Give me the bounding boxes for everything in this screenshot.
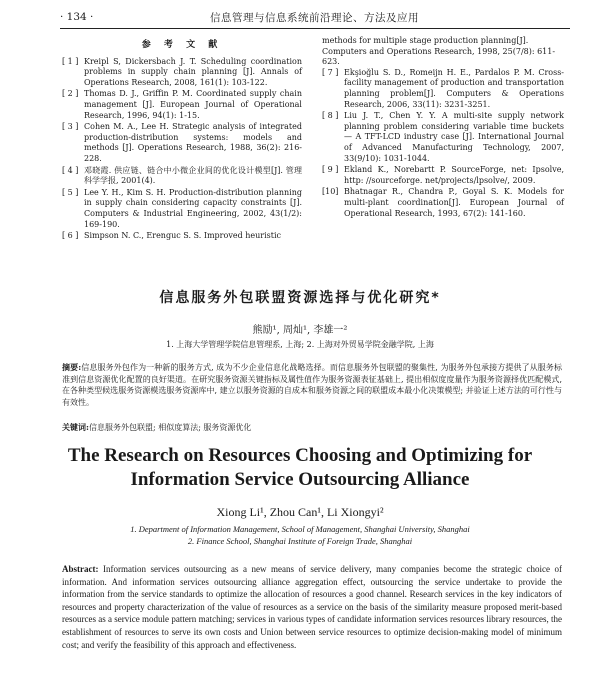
reference-text: Bhatnagar R., Chandra P., Goyal S. K. Models for multi-plant coordination[J]. European Journal of Operational Research, 1993, 67(2): 141-160. — [344, 187, 564, 218]
reference-item — [62, 89, 302, 121]
reference-text: Ekland K., Norebartt P. SourceForge, net: Ipsolve, http: //sourceforge. net/projects/lpsolve/, 2009. — [344, 165, 564, 185]
english-title: The Research on Resources Choosing and Optimizing for Information Service Outsourcing Alliance — [67, 445, 533, 490]
references-left-column — [62, 40, 302, 243]
reference-text: 邓晓霞. 供应链、链合中小微企业间的优化设计模型[J]. 管理科学学报, 2001(4). — [84, 165, 302, 186]
english-affiliation-1: 1. Department of Information Management, School of Management, Shanghai University, Shanghai — [130, 524, 470, 534]
chinese-authors: 熊励¹, 周灿¹, 李雄一² — [252, 325, 348, 336]
reference-text: Liu J. T., Chen Y. Y. A multi-site supply network planning problem considering variable time buckets — A TFT-LCD industry case [J]. International Journal of Advanced Manufacturing Technology, 2007, 33(9/10): 1031-1044. — [344, 111, 564, 163]
reference-item — [322, 187, 564, 219]
reference-item — [322, 165, 564, 186]
reference-item — [62, 231, 302, 242]
reference-item — [62, 166, 302, 187]
reference-item — [322, 111, 564, 164]
chinese-abstract-text: 信息服务外包作为一种新的服务方式, 成为不少企业信息化战略选择。而信息服务外包联盟的聚集性, 为服务外包承接方提供了从服务标准到信息资源优化配置的良好渠道。在研究服务资源关键指标及属性值作为服务资源表征基础上, 提出相似度度量作为服务资源择优匹配模式, 在各种类型候选服务资源模选服务资源库中, 建立以服务资源的自成本和服务资源之间的联盟成本最小化决策模型; 并验证上述方法的可行性与有效性。 — [62, 363, 563, 407]
reference-number: [ 5 ] — [62, 187, 79, 197]
reference-text: Kreipl S, Dickersbach J. T. Scheduling coordination problems in supply chain planning [J]. Annals of Operations Research, 2008, 161(1): 103-122. — [84, 56, 302, 87]
english-abstract — [62, 563, 562, 651]
reference-number: [ 2 ] — [62, 89, 79, 99]
reference-continuation: methods for multiple stage production planning[J]. Computers and Operations Research, 1998, 25(7/8): 611-623. — [322, 36, 556, 67]
reference-number: [ 7 ] — [322, 67, 339, 77]
running-header — [60, 8, 570, 26]
reference-number: [10] — [322, 187, 339, 197]
header-rule — [60, 28, 570, 29]
reference-item — [62, 188, 302, 230]
reference-number: [ 6 ] — [62, 231, 79, 241]
english-affiliation-2: 2. Finance School, Shanghai Institute of Foreign Trade, Shanghai — [187, 536, 413, 546]
reference-number: [ 1 ] — [62, 56, 79, 66]
chinese-affiliations: 1. 上海大学管理学院信息管理系, 上海; 2. 上海对外贸易学院金融学院, 上海 — [166, 340, 434, 349]
chinese-keywords — [62, 422, 562, 433]
running-title: 信息管理与信息系统前沿理论、方法及应用 — [210, 11, 419, 24]
references-title: 参 考 文 献 — [141, 40, 223, 50]
reference-text: Cohen M. A., Lee H. Strategic analysis of integrated production-distribution systems: models and methods [J]. Operations Research, 1988, 36(2): 216-228. — [84, 122, 302, 163]
reference-number: [ 9 ] — [322, 165, 339, 175]
reference-item — [322, 68, 564, 110]
chinese-keywords-text: 信息服务外包联盟; 相似度算法; 服务资源优化 — [88, 423, 252, 432]
chinese-title: 信息服务外包联盟资源选择与优化研究* — [159, 290, 441, 306]
reference-text: Simpson N. C., Erenguc S. S. Improved heuristic — [84, 231, 282, 241]
references-right-column — [322, 36, 564, 220]
reference-item — [62, 122, 302, 164]
english-affiliations — [40, 523, 560, 547]
english-abstract-label: Abstract: — [62, 564, 99, 574]
reference-number: [ 4 ] — [62, 165, 79, 175]
reference-text: Ekşioğlu S. D., Romeijn H. E., Pardalos P. M. Cross-facility management of production and transportation planning problem[J]. Computers & Operations Research, 2006, 33(11): 3231-3251. — [344, 67, 564, 109]
page-number: · 134 · — [60, 11, 94, 23]
reference-text: Lee Y. H., Kim S. H. Production-distribution planning in supply chain considering capacity constraints [J]. Computers & Industrial Engineering, 2002, 43(1/2): 169-190. — [84, 187, 302, 229]
english-authors: Xiong Li¹, Zhou Can¹, Li Xiongyi² — [216, 505, 384, 519]
reference-number: [ 3 ] — [62, 122, 79, 132]
chinese-abstract — [62, 362, 562, 408]
chinese-abstract-label: 摘要: — [62, 362, 82, 372]
reference-item — [62, 57, 302, 89]
reference-number: [ 8 ] — [322, 111, 339, 121]
chinese-keywords-label: 关键词: — [62, 422, 89, 432]
reference-text: Thomas D. J., Griffin P. M. Coordinated supply chain management [J]. European Journal of Operational Research, 1996, 94(1): 1-15. — [84, 89, 302, 120]
english-abstract-text: Information services outsourcing as a new means of service delivery, many companies become the strategic choice of information. And information services outsourcing alliance aggregation effect, outsourcing the service undertake to provide the information from the service standards to optimize the allocation of resources a good channel. Research services in the key indicators of resources and property characterization of the value of resources as a service on the basis of the similarity measure proposed merit-based resources as a service module pattern matching; services in various types of candidate information services resources library resources, the establishment of resources to serve its own costs and Union between service resources to optimize decision-making model of minimum cost; and verify the feasibility of this approach and effectiveness. — [62, 564, 562, 650]
